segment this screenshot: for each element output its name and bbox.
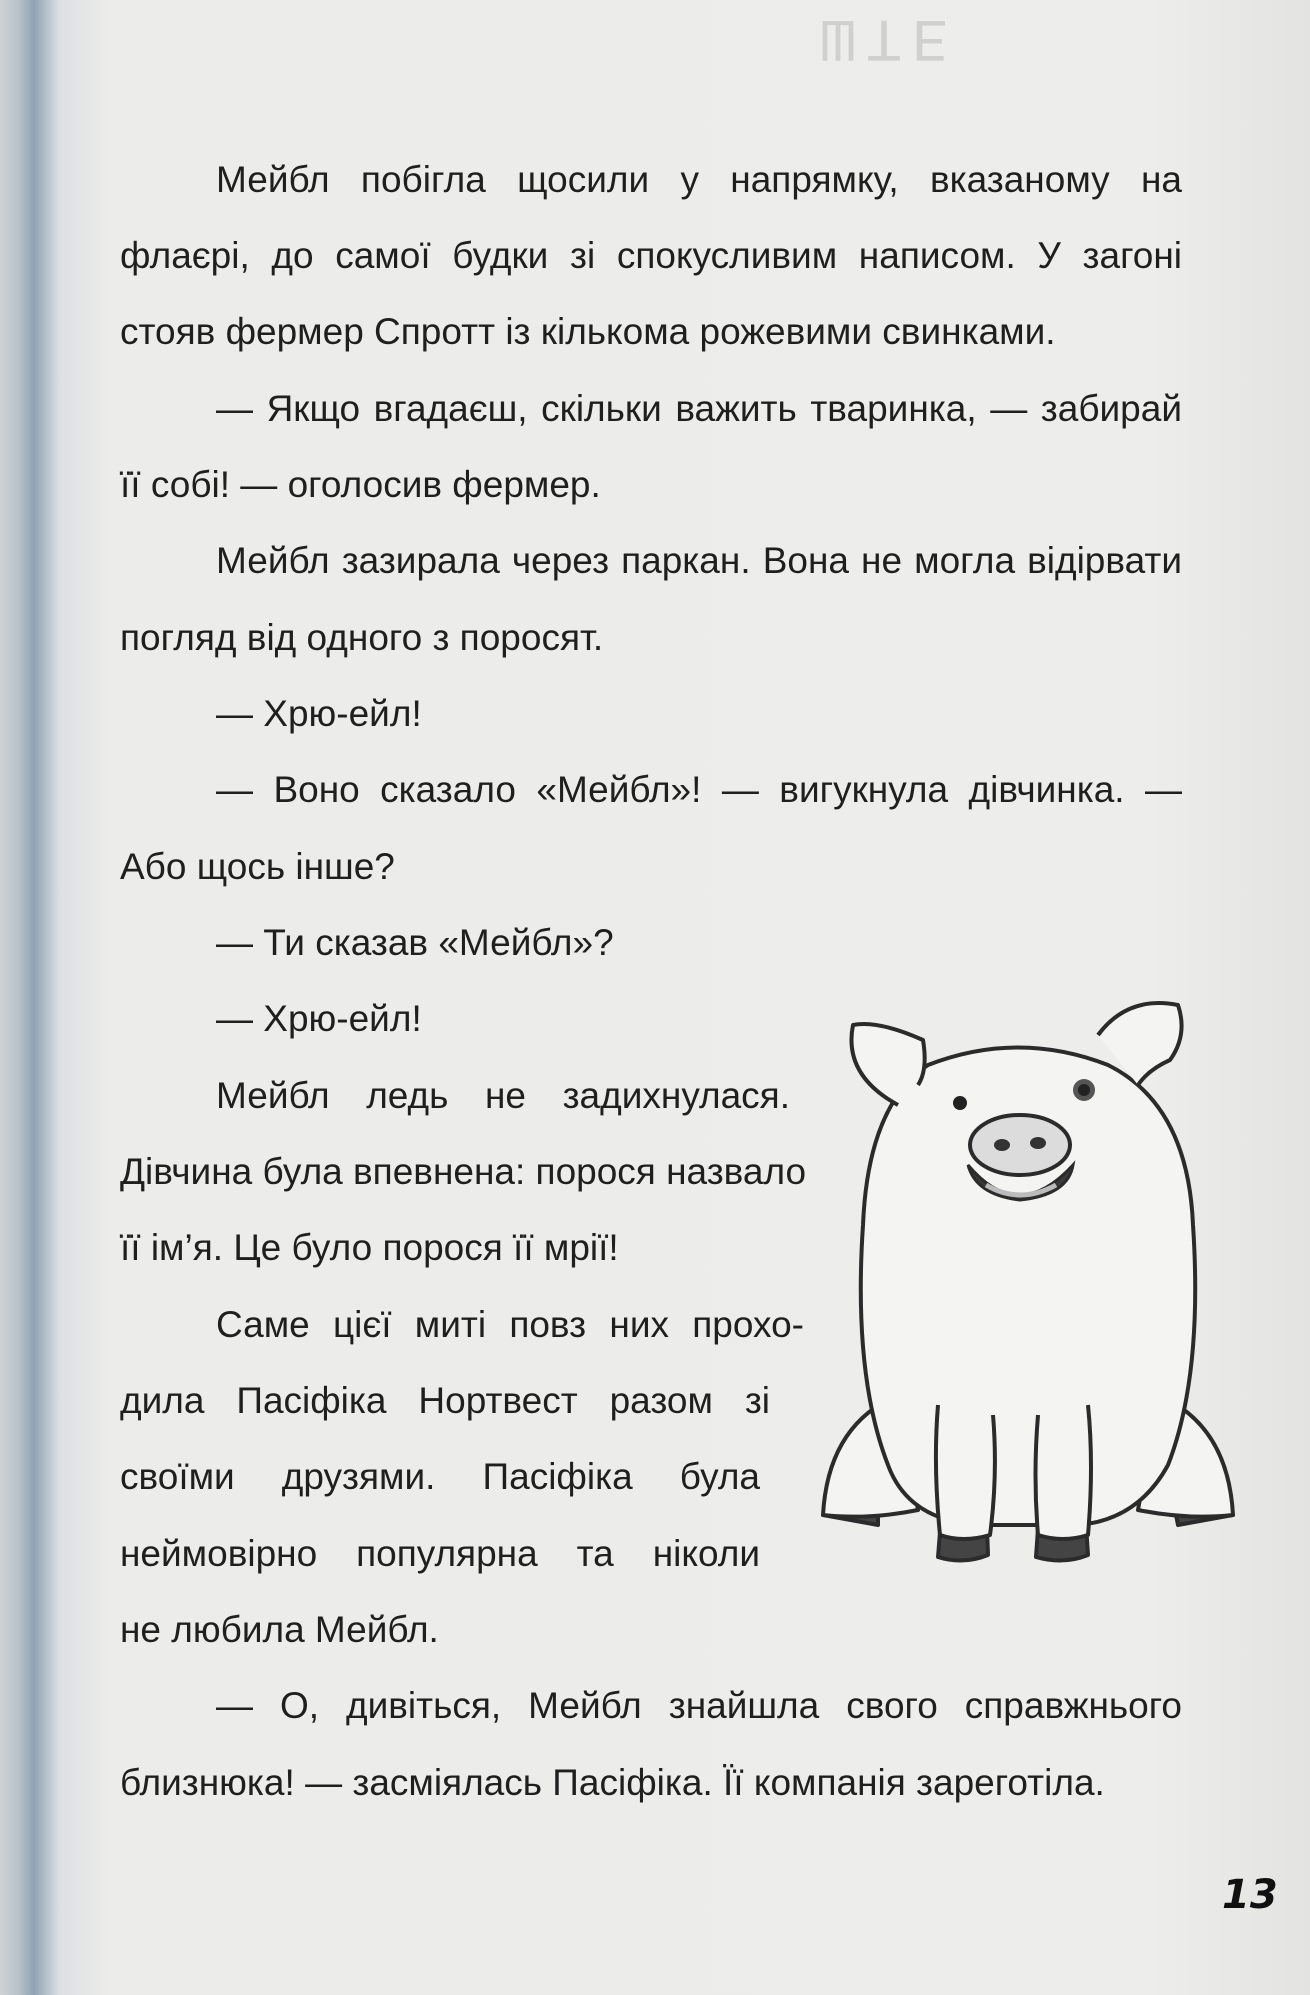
text-line: неймовірно популярна та ніколи [120, 1533, 760, 1574]
text-line: погляд від одного з поросят. [120, 617, 604, 658]
text-line: — Якщо вгадаєш, скільки важить тваринка, — забирай [216, 388, 1182, 429]
pig-illustration [808, 995, 1248, 1570]
text-line: Саме цієї миті повз них прохо- [216, 1304, 804, 1345]
text-line: флаєрі, до самої будки зі спокусливим написом. У загоні [120, 235, 1182, 276]
text-line: своїми друзями. Пасіфіка була [120, 1456, 760, 1497]
text-line: — Хрю-ейл! [216, 998, 422, 1039]
pig-body [823, 1003, 1233, 1561]
text-line: — О, дивіться, Мейбл знайшла свого справжнього [216, 1685, 1182, 1726]
text-line: — Хрю-ейл! [216, 693, 422, 734]
text-line: Або щось інше? [120, 846, 395, 887]
text-line: її ім’я. Це було порося її мрії! [120, 1227, 619, 1268]
text-line: близнюка! — засміялась Пасіфіка. Її компанія зареготіла. [120, 1762, 1105, 1803]
text-line: — Воно сказало «Мейбл»! — вигукнула дівчинка. — [216, 769, 1182, 810]
text-line: Мейбл побігла щосили у напрямку, вказаному на [216, 159, 1182, 200]
text-line: Дівчина була впевнена: порося назвало [120, 1151, 807, 1192]
text-line: її собі! — оголосив фермер. [120, 464, 601, 505]
text-line: не любила Мейбл. [120, 1609, 439, 1650]
text-line: стояв фермер Спротт із кількома рожевими свинками. [120, 311, 1056, 352]
text-line: дила Пасіфіка Нортвест разом зі [120, 1380, 770, 1421]
bleed-through-text: ШТЕ [820, 2, 959, 70]
page-number: 13 [1222, 1872, 1278, 1918]
text-line: Мейбл ледь не задихнулася. [216, 1075, 790, 1116]
text-line: Мейбл зазирала через паркан. Вона не могла відірвати [216, 540, 1182, 581]
text-line: — Ти сказав «Мейбл»? [216, 922, 614, 963]
